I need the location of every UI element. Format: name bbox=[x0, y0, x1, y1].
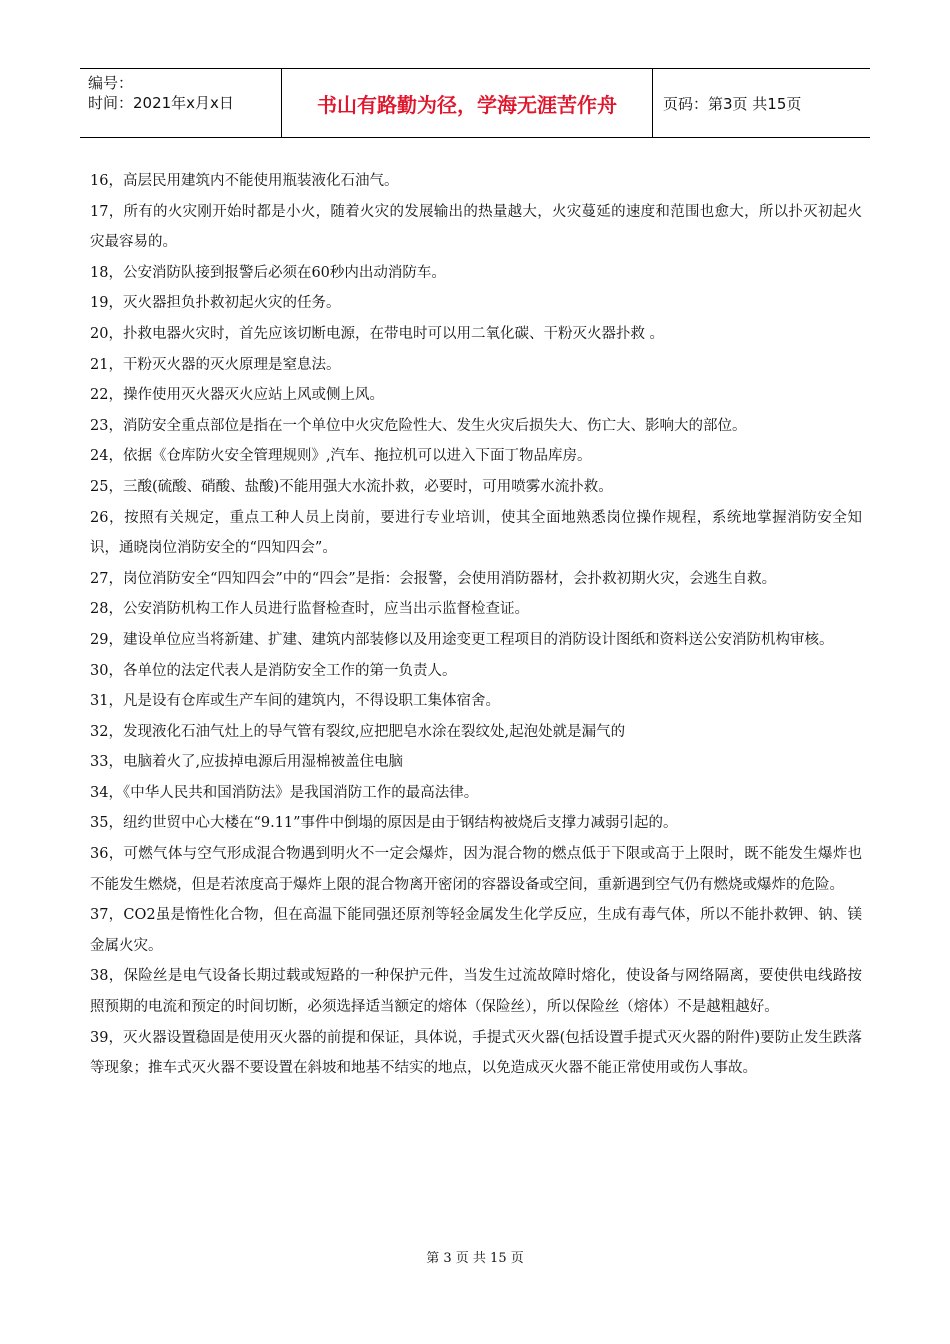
header-meta bbox=[80, 69, 282, 137]
list-item: 25，三酸(硫酸、硝酸、盐酸)不能用强大水流扑救，必要时，可用喷雾水流扑救。 bbox=[90, 478, 613, 495]
list-item: 23，消防安全重点部位是指在一个单位中火灾危险性大、发生火灾后损失大、伤亡大、影响大的部位。 bbox=[90, 417, 747, 434]
list-item: 28，公安消防机构工作人员进行监督检查时，应当出示监督检查证。 bbox=[90, 601, 529, 618]
list-item: 22，操作使用灭火器灭火应站上风或侧上风。 bbox=[90, 387, 384, 404]
list-item: 26，按照有关规定，重点工种人员上岗前，要进行专业培训，使其全面地熟悉岗位操作规程，系统地掌握消防安全知识，通晓岗位消防安全的“四知四会”。 bbox=[90, 509, 862, 557]
list-item: 37，CO2虽是惰性化合物，但在高温下能同强还原剂等轻金属发生化学反应，生成有毒气体，所以不能扑救钾、钠、镁金属火灾。 bbox=[90, 907, 862, 954]
list-item: 34，《中华人民共和国消防法》是我国消防工作的最高法律。 bbox=[90, 784, 479, 801]
list-item: 38，保险丝是电气设备长期过载或短路的一种保护元件，当发生过流故障时熔化，使设备与网络隔离，要使供电线路按照预期的电流和预定的时间切断，必须选择适当额定的熔体（保险丝），所以保险丝（熔体）不是越粗越好。 bbox=[90, 968, 862, 1016]
list-item: 33，电脑着火了,应拔掉电源后用湿棉被盖住电脑 bbox=[90, 754, 404, 771]
list-item: 21，干粉灭火器的灭火原理是窒息法。 bbox=[90, 356, 341, 373]
list-item: 35，纽约世贸中心大楼在“9.11”事件中倒塌的原因是由于钢结构被烧后支撑力减弱引起的。 bbox=[90, 815, 678, 832]
list-item: 36，可燃气体与空气形成混合物遇到明火不一定会爆炸，因为混合物的燃点低于下限或高于上限时，既不能发生爆炸也不能发生燃烧，但是若浓度高于爆炸上限的混合物离开密闭的容器设备或空间，重新遇到空气仍有燃烧或爆炸的危险。 bbox=[90, 846, 862, 893]
list-item: 32，发现液化石油气灶上的导气管有裂纹,应把肥皂水涂在裂纹处,起泡处就是漏气的 bbox=[90, 723, 626, 740]
list-item: 20，扑救电器火灾时，首先应该切断电源，在带电时可以用二氧化碳、干粉灭火器扑救 。 bbox=[90, 325, 665, 342]
document-body bbox=[90, 166, 862, 1084]
list-item: 31，凡是设有仓库或生产车间的建筑内，不得设职工集体宿舍。 bbox=[90, 693, 500, 710]
list-item: 18，公安消防队接到报警后必须在60秒内出动消防车。 bbox=[90, 264, 446, 281]
list-item: 19，灭火器担负扑救初起火灾的任务。 bbox=[90, 295, 341, 312]
page-footer: 第 3 页 共 15 页 bbox=[426, 1251, 524, 1266]
list-item: 17，所有的火灾刚开始时都是小火，随着火灾的发展输出的热量越大，火灾蔓延的速度和范围也愈大，所以扑灭初起火灾最容易的。 bbox=[90, 203, 862, 251]
list-item: 24，依据《仓库防火安全管理规则》,汽车、拖拉机可以进入下面丁物品库房。 bbox=[90, 448, 592, 465]
list-item: 39，灭火器设置稳固是使用灭火器的前提和保证，具体说，手提式灭火器(包括设置手提式灭火器的附件)要防止发生跌落等现象；推车式灭火器不要设置在斜坡和地基不结实的地点，以免造成灭火器不能正常使用或伤人事故。 bbox=[90, 1029, 862, 1077]
page-header bbox=[80, 68, 870, 138]
list-item: 16，高层民用建筑内不能使用瓶装液化石油气。 bbox=[90, 173, 399, 189]
time-label: 时间：2021年x月x日 bbox=[88, 94, 234, 112]
list-item: 30，各单位的法定代表人是消防安全工作的第一负责人。 bbox=[90, 662, 457, 679]
list-item: 29，建设单位应当将新建、扩建、建筑内部装修以及用途变更工程项目的消防设计图纸和资料送公安消防机构审核。 bbox=[90, 631, 834, 648]
page-info: 页码：第3页 共15页 bbox=[663, 94, 802, 113]
motto: 书山有路勤为径，学海无涯苦作舟 bbox=[282, 69, 653, 137]
number-label: 编号： bbox=[88, 74, 134, 92]
list-item: 27，岗位消防安全“四知四会”中的“四会”是指：会报警，会使用消防器材，会扑救初期火灾，会逃生自救。 bbox=[90, 570, 777, 587]
